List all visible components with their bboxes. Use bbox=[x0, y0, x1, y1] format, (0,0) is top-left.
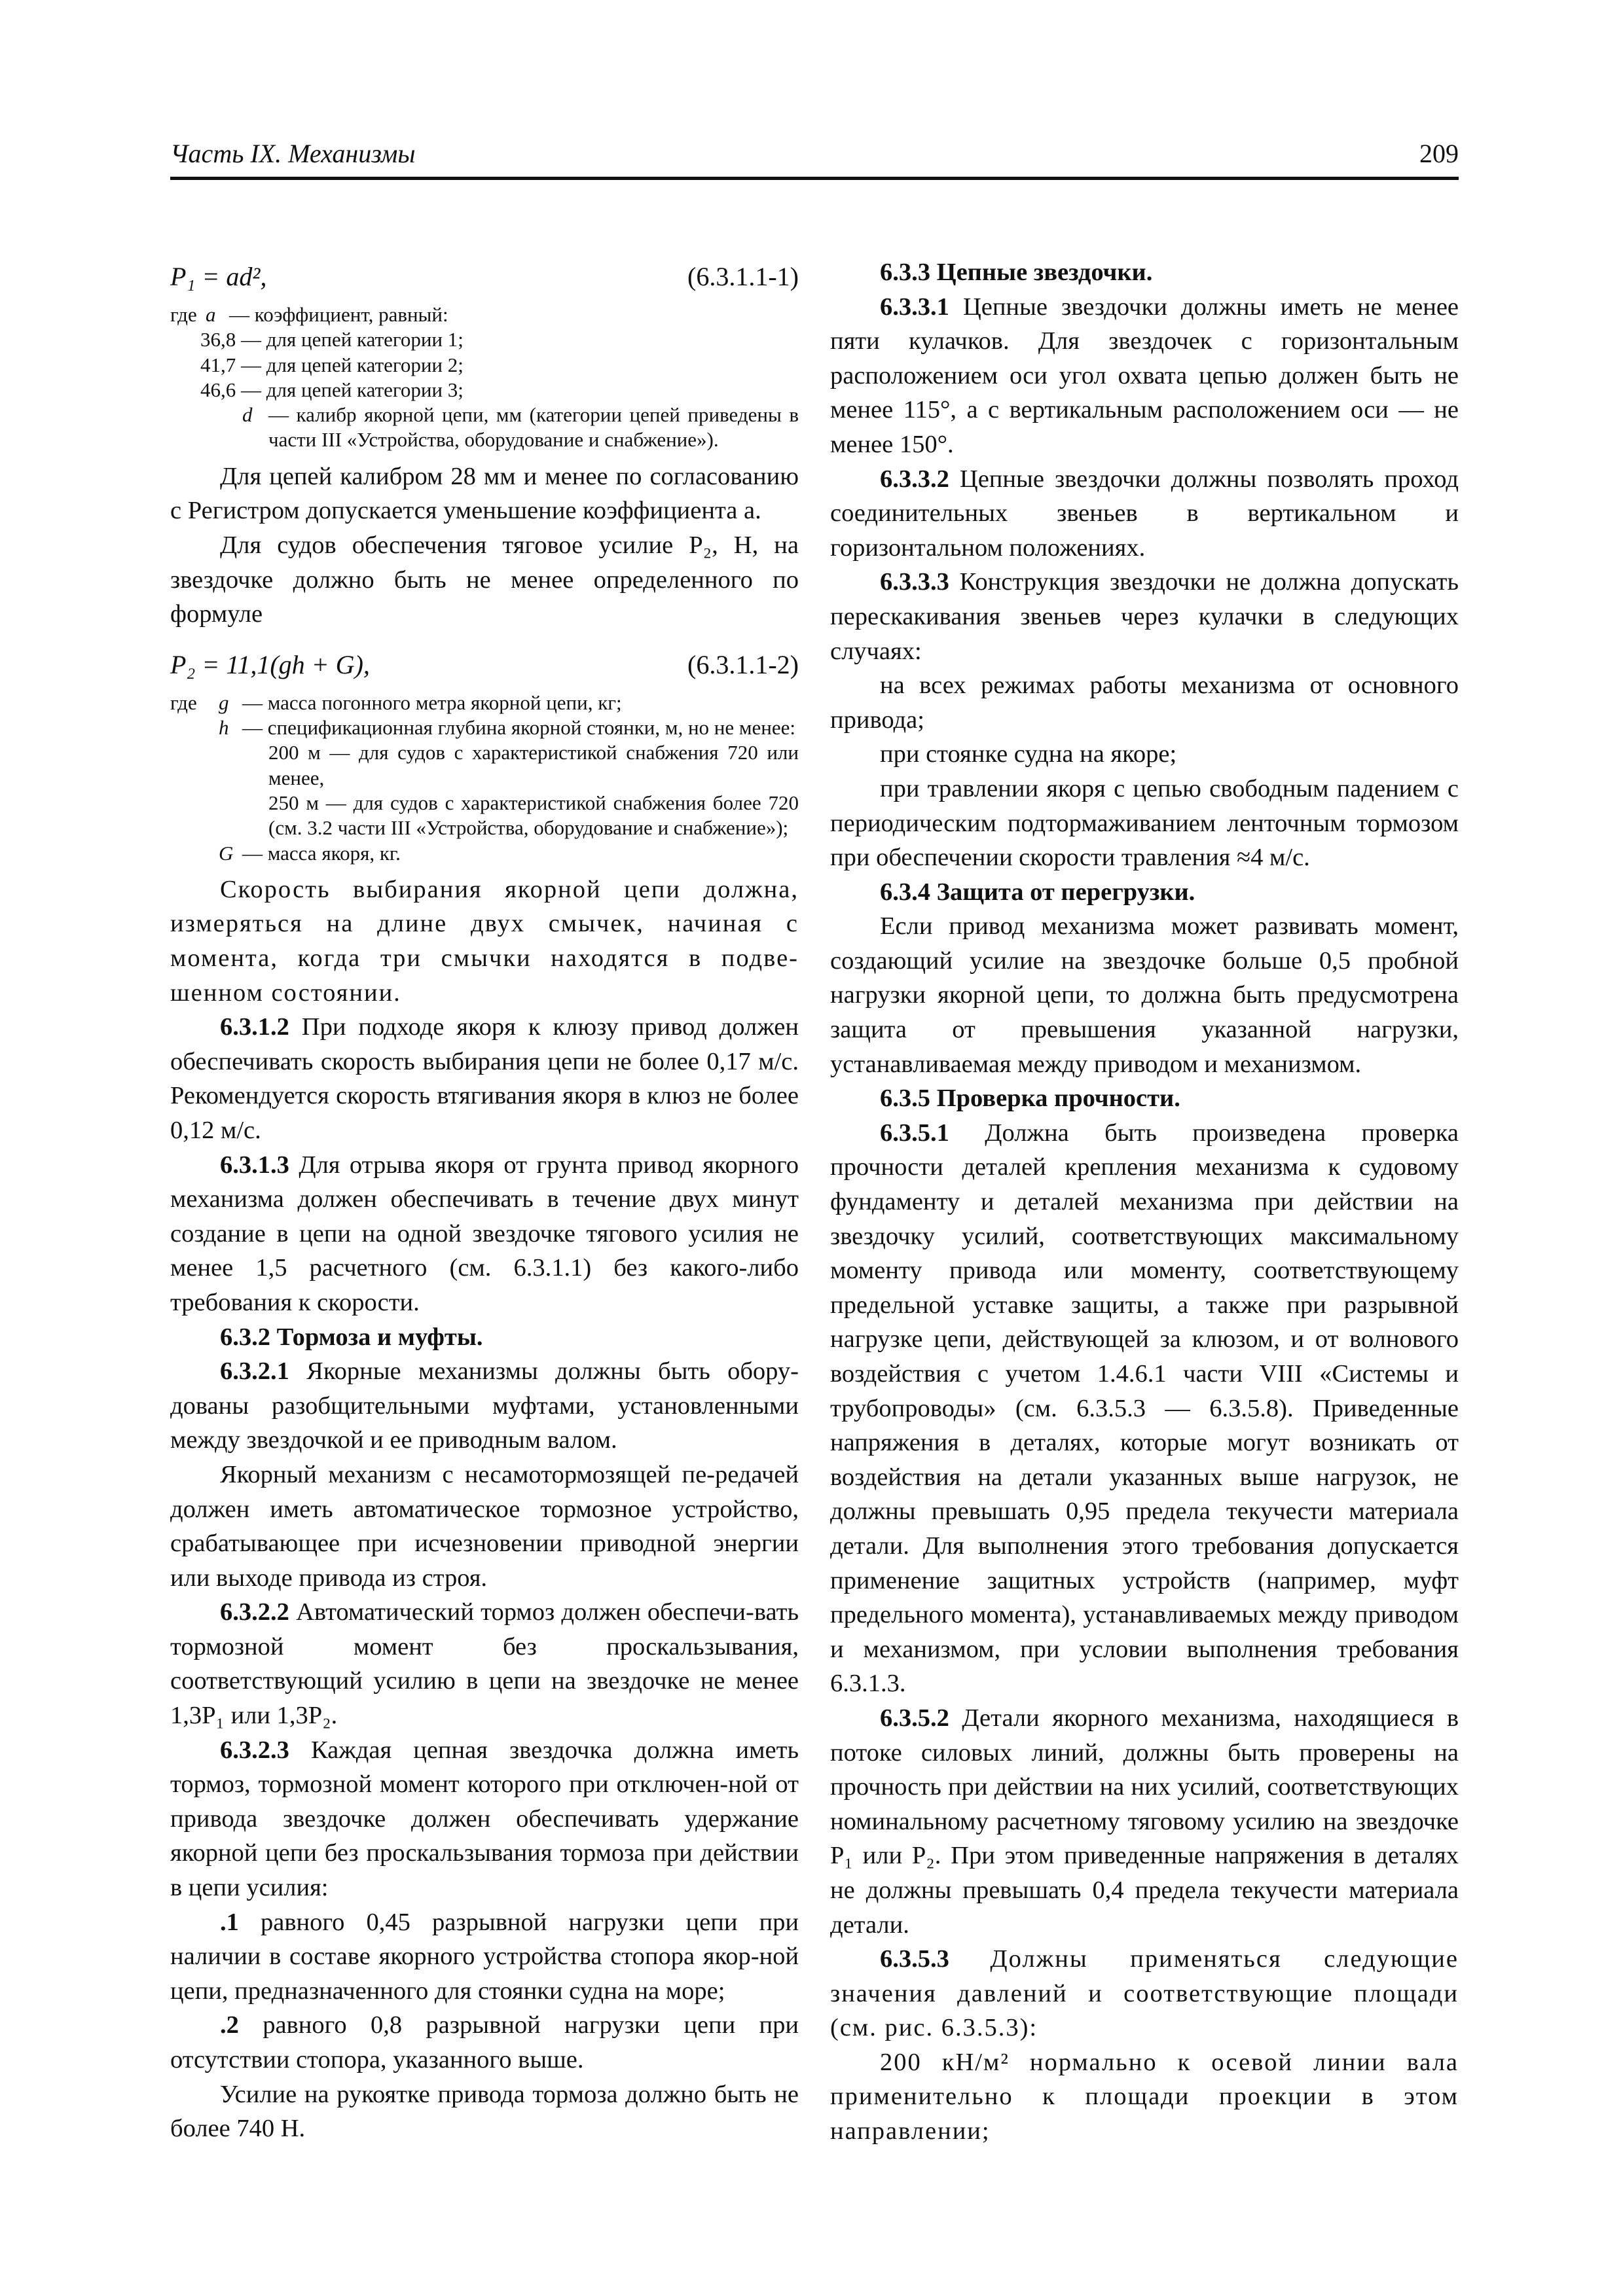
legend-row-d bbox=[170, 403, 799, 453]
page-number: 209 bbox=[1419, 139, 1459, 168]
list-number: .2 bbox=[220, 2011, 239, 2039]
clause-number: 6.3.2.3 bbox=[220, 1736, 289, 1764]
paragraph: Скорость выбирания якорной цепи должна, измеряться на длине двух смычек, начиная с момента, когда три смычки находятся в подве-шенном состоянии. bbox=[170, 875, 799, 1007]
legend-value: 46,6 — для цепей категории 3; bbox=[200, 378, 464, 401]
legend-h-value-2: 250 м — для судов с характеристикой снабжения более 720 (см. 3.2 части III «Устройства, оборудование и снабжение»); bbox=[268, 791, 799, 840]
formula-expression: P₂ = 11,1(gh + G), bbox=[170, 649, 370, 679]
list-item bbox=[170, 2008, 799, 2077]
paragraph: при стоянке судна на якоре; bbox=[880, 740, 1177, 768]
legend-row-g bbox=[170, 691, 799, 715]
clause-number: 6.3.5.2 bbox=[880, 1704, 949, 1732]
legend-row-G bbox=[170, 841, 799, 866]
formula-6-3-1-1-2 bbox=[170, 643, 799, 687]
legend-lead: где bbox=[170, 303, 197, 326]
list-text: равного 0,8 разрывной нагрузки цепи при отсутствии стопора, указанного выше. bbox=[170, 2011, 799, 2074]
legend-row-a bbox=[170, 302, 799, 327]
clause-text: Для отрыва якоря от грунта привод якорного механизма должен обеспечивать в течение двух минут создание в цепи на одной звездочке тягового усилия не менее 1,5 расчетного (см. 6.3.1.1) без какого-либо требования к скорости. bbox=[170, 1151, 799, 1316]
paragraph: Усилие на рукоятке привода тормоза должно быть не более 740 Н. bbox=[170, 2080, 799, 2143]
clause-text: При подходе якоря к клюзу привод должен обеспечивать скорость выбирания цепи не более 0,17 м/с. Рекомендуется скорость втягивания якоря в клюз не более 0,12 м/с. bbox=[170, 1013, 799, 1144]
right-column bbox=[830, 255, 1459, 2149]
legend-value: 41,7 — для цепей категории 2; bbox=[200, 353, 464, 376]
formula-legend-1 bbox=[170, 302, 799, 453]
clause-number: 6.3.5.1 bbox=[880, 1119, 949, 1147]
paragraph bbox=[170, 1148, 799, 1320]
paragraph: Для судов обеспечения тяговое усилие P₂, Н, на звездочке должно быть не менее определенного по формуле bbox=[170, 531, 799, 628]
section-heading: 6.3.2 Тормоза и муфты. bbox=[220, 1323, 483, 1351]
legend-lead: где bbox=[170, 691, 197, 714]
paragraph bbox=[830, 462, 1459, 565]
paragraph: при травлении якоря с цепью свободным падением с периодическим подтормаживанием ленточным тормозом при обеспечении скорости травления ≈4 м/с. bbox=[830, 774, 1459, 872]
paragraph bbox=[170, 1733, 799, 1905]
paragraph: Якорный механизм с несамотормозящей пе-редачей должен иметь автоматическое тормозное устройство, срабатывающее при исчезновении приводной энергии или выходе привода из строя. bbox=[170, 1460, 799, 1592]
clause-number: 6.3.5.3 bbox=[880, 1945, 949, 1973]
paragraph: 200 кН/м² нормально к осевой линии вала применительно к площади проекции в этом направлении; bbox=[830, 2048, 1459, 2145]
clause-text: Якорные механизмы должны быть обору-дованы разобщительными муфтами, установленными между звездочкой и ее приводным валом. bbox=[170, 1357, 799, 1454]
list-item bbox=[170, 1905, 799, 2009]
legend-h-value-1: 200 м — для судов с характеристикой снабжения 720 или менее, bbox=[268, 741, 799, 789]
paragraph: на всех режимах работы механизма от основного привода; bbox=[830, 672, 1459, 734]
legend-value: 36,8 — для цепей категории 1; bbox=[200, 328, 464, 351]
paragraph: Для цепей калибром 28 мм и менее по согласованию с Регистром допускается уменьшение коэффициента a. bbox=[170, 462, 799, 525]
legend-row-h bbox=[170, 715, 799, 740]
clause-number: 6.3.1.3 bbox=[220, 1151, 289, 1179]
paragraph bbox=[170, 1010, 799, 1147]
clause-text: Конструкция звездочки не должна допускать перескакивания звеньев через кулачки в следующих случаях: bbox=[830, 568, 1459, 665]
section-heading: 6.3.5 Проверка прочности. bbox=[880, 1085, 1180, 1113]
legend-symbol-G: G bbox=[219, 841, 234, 865]
section-heading: 6.3.3 Цепные звездочки. bbox=[880, 259, 1153, 286]
clause-number: 6.3.3.2 bbox=[880, 465, 949, 493]
clause-number: 6.3.3.3 bbox=[880, 568, 949, 596]
clause-text: Автоматический тормоз должен обеспечи-вать тормозной момент без проскальзывания, соответствующий усилию в цепи на звездочке не менее 1,3P₁ или 1,3P₂. bbox=[170, 1598, 799, 1730]
paragraph bbox=[830, 1701, 1459, 1942]
legend-values-a bbox=[170, 327, 799, 403]
paragraph: Если привод механизма может развивать момент, создающий усилие на звездочке больше 0,5 пробной нагрузки якорной цепи, то должна быть предусмотрена защита от превышения указанной нагрузки, устанавливаемая между приводом и механизмом. bbox=[830, 912, 1459, 1078]
section-heading: 6.3.4 Защита от перегрузки. bbox=[880, 878, 1195, 906]
clause-text: Цепные звездочки должны иметь не менее пяти кулачков. Для звездочек с горизонтальным расположением оси угол охвата цепью должен быть не менее 115°, а с вертикальным расположением оси — не менее 150°. bbox=[830, 293, 1459, 458]
paragraph bbox=[170, 1595, 799, 1732]
legend-text-d: — калибр якорной цепи, мм (категории цепей приведены в части III «Устройства, оборудование и снабжение»). bbox=[268, 403, 799, 452]
paragraph bbox=[830, 1942, 1459, 2045]
list-number: .1 bbox=[220, 1908, 239, 1936]
clause-text: Детали якорного механизма, находящиеся в потоке силовых линий, должны быть проверены на прочность при действии на них усилий, соответствующих номинальному расчетному тяговому усилию на звездочке P₁ или P₂. При этом приведенные напряжения в деталях не должны превышать 0,4 предела текучести материала детали. bbox=[830, 1704, 1459, 1939]
clause-number: 6.3.2.2 bbox=[220, 1598, 289, 1626]
formula-number: (6.3.1.1-2) bbox=[687, 649, 799, 679]
clause-number: 6.3.3.1 bbox=[880, 293, 949, 321]
legend-symbol-g: g bbox=[219, 691, 229, 714]
paragraph bbox=[830, 565, 1459, 668]
list-text: равного 0,45 разрывной нагрузки цепи при наличии в составе якорного устройства стопора якор-ной цепи, предназначенного для стоянки судна на море; bbox=[170, 1908, 799, 2005]
formula-number: (6.3.1.1-1) bbox=[687, 262, 799, 291]
legend-text-g: — масса погонного метра якорной цепи, кг; bbox=[242, 691, 622, 714]
paragraph bbox=[170, 1354, 799, 1458]
formula-6-3-1-1-1 bbox=[170, 255, 799, 298]
clause-number: 6.3.2.1 bbox=[220, 1357, 289, 1386]
paragraph bbox=[830, 1116, 1459, 1701]
page-header bbox=[170, 139, 1459, 180]
clause-text: Должны применяться следующие значения давлений и соответствующие площади (см. рис. 6.3.5.3): bbox=[830, 1945, 1459, 2042]
clause-text: Каждая цепная звездочка должна иметь тормоз, тормозной момент которого при отключен-ной от привода звездочке должен обеспечивать удержание якорной цепи без проскальзывания тормоза при действии в цепи усилия: bbox=[170, 1736, 799, 1902]
formula-expression: P₁ = ad², bbox=[170, 262, 267, 291]
formula-legend-2 bbox=[170, 691, 799, 866]
left-column bbox=[170, 255, 799, 2146]
clause-text: Должна быть произведена проверка прочности деталей крепления механизма к судовому фундаменту и деталей механизма при действии на звездочку усилий, соответствующих максимальному моменту привода или моменту, соответствующему предельной уставке защиты, а также при разрывной нагрузке цепи, действующей за клюзом, и от волнового воздействия с учетом 1.4.6.1 части VIII «Системы и трубопроводы» (см. 6.3.5.3 — 6.3.5.8). Приведенные напряжения в деталях, которые могут возникать от воздействия на детали указанных выше нагрузок, не должны превышать 0,95 предела текучести материала детали. Для выполнения этого требования допускается применение защитных устройств (например, муфт предельного момента), устанавливаемых между приводом и механизмом, при условии выполнения требования 6.3.1.3. bbox=[830, 1119, 1459, 1698]
legend-text-G: — масса якоря, кг. bbox=[242, 841, 401, 865]
clause-number: 6.3.1.2 bbox=[220, 1013, 289, 1041]
legend-text-a: — коэффициент, равный: bbox=[229, 303, 448, 326]
running-title: Часть IX. Механизмы bbox=[170, 139, 416, 168]
legend-symbol-d: d bbox=[242, 403, 253, 427]
legend-symbol-a: a bbox=[206, 303, 216, 326]
legend-symbol-h: h bbox=[219, 716, 229, 740]
clause-text: Цепные звездочки должны позволять проход соединительных звеньев в вертикальном и горизонтальном положениях. bbox=[830, 465, 1459, 562]
legend-text-h: — спецификационная глубина якорной стоянки, м, но не менее: bbox=[242, 716, 795, 740]
paragraph bbox=[830, 290, 1459, 462]
